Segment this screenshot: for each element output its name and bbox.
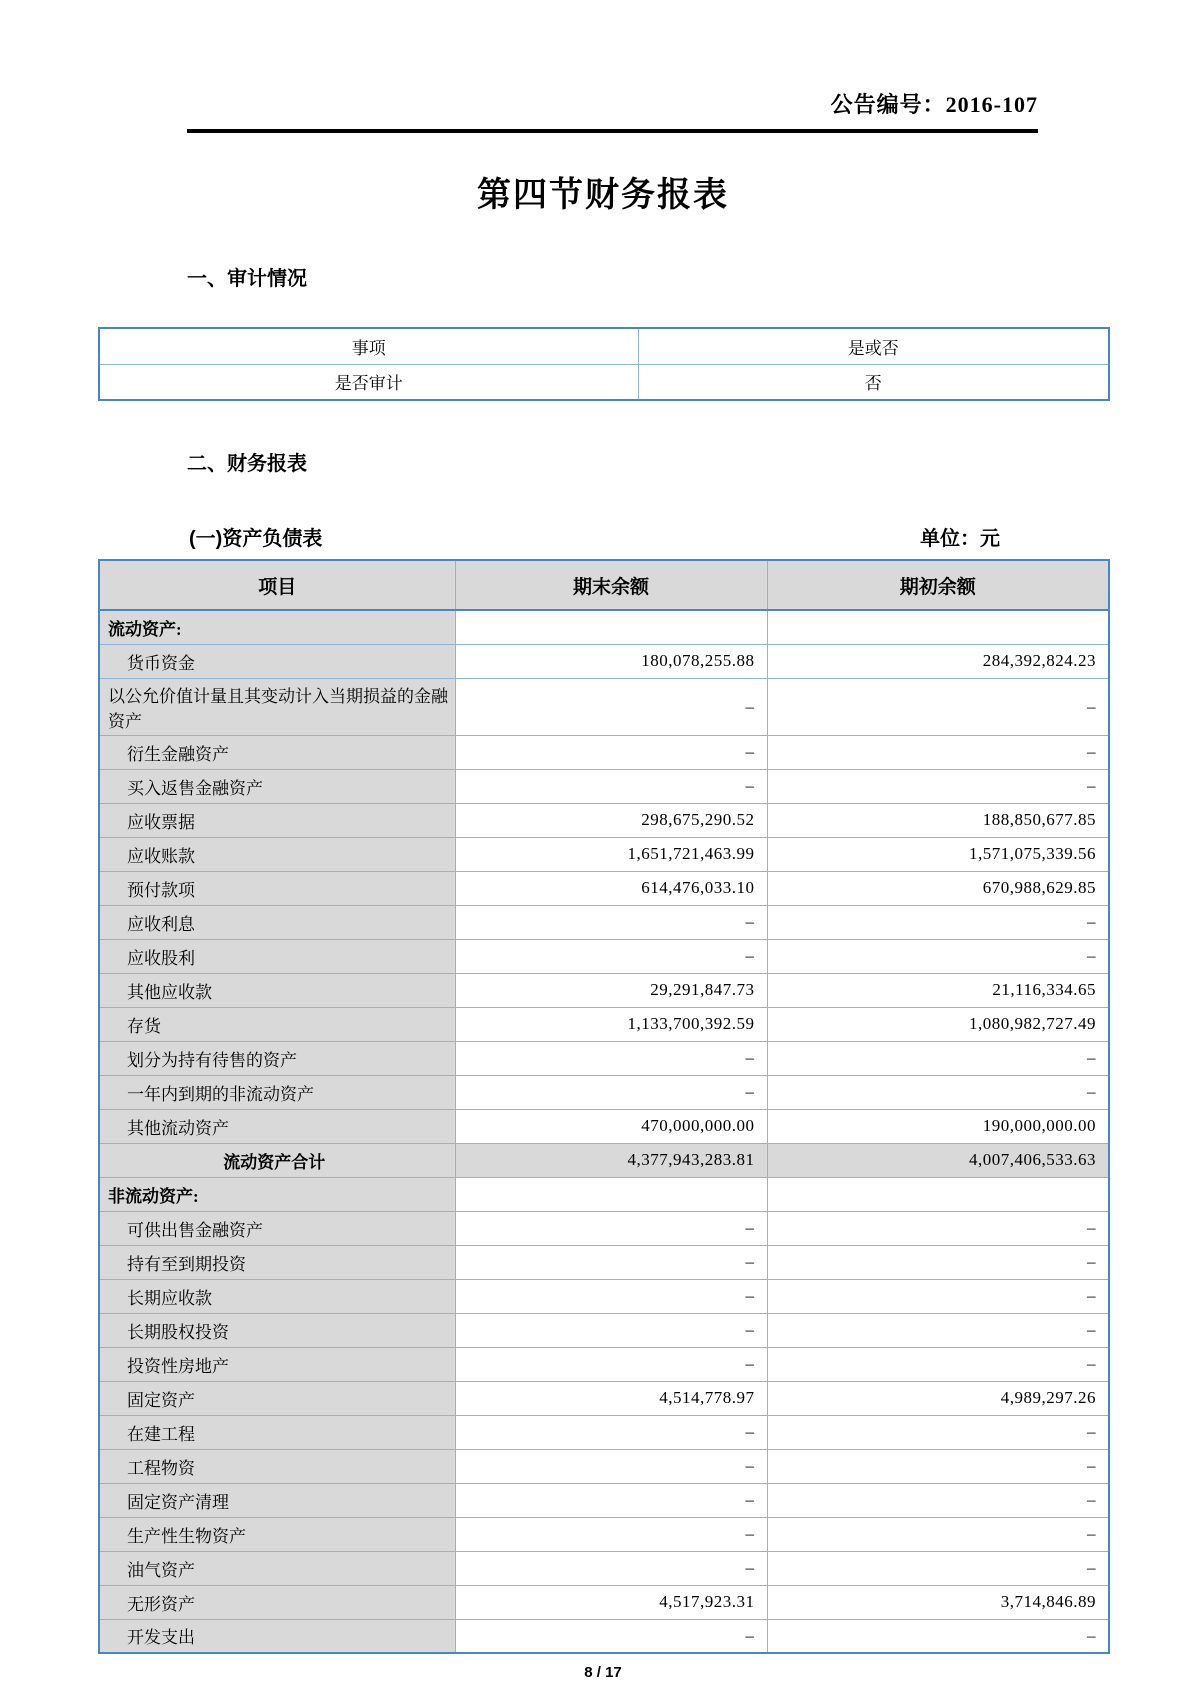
unit-label: 单位：元 — [920, 528, 1000, 550]
audit-table — [98, 327, 1110, 401]
begin-balance-cell: – — [767, 939, 1109, 973]
category-row — [99, 1177, 1109, 1211]
end-balance-cell — [455, 610, 767, 644]
item-label-cell: 持有至到期投资 — [99, 1245, 455, 1279]
balance-sheet-title: (一)资产负债表 — [189, 528, 323, 550]
end-balance-cell: – — [455, 1075, 767, 1109]
begin-balance-cell: – — [767, 905, 1109, 939]
table-row — [99, 1245, 1109, 1279]
table-row — [99, 803, 1109, 837]
begin-balance-cell: 1,080,982,727.49 — [767, 1007, 1109, 1041]
item-label-cell: 长期应收款 — [99, 1279, 455, 1313]
begin-balance-cell: – — [767, 1517, 1109, 1551]
begin-balance-cell: – — [767, 1551, 1109, 1585]
item-label-cell: 货币资金 — [99, 644, 455, 678]
table-row — [99, 678, 1109, 735]
table-row — [99, 328, 1109, 364]
begin-balance-cell — [767, 610, 1109, 644]
begin-balance-cell: – — [767, 1041, 1109, 1075]
item-label-cell: 其他应收款 — [99, 973, 455, 1007]
table-row — [99, 1347, 1109, 1381]
table-row — [99, 973, 1109, 1007]
end-balance-cell: 4,377,943,283.81 — [455, 1143, 767, 1177]
header-ending-balance: 期末余额 — [455, 560, 767, 610]
begin-balance-cell: – — [767, 1619, 1109, 1653]
table-row — [99, 644, 1109, 678]
item-label-cell: 应收利息 — [99, 905, 455, 939]
end-balance-cell: – — [455, 735, 767, 769]
document-title: 第四节财务报表 — [477, 176, 729, 214]
end-balance-cell: – — [455, 769, 767, 803]
end-balance-cell: 470,000,000.00 — [455, 1109, 767, 1143]
end-balance-cell: – — [455, 1211, 767, 1245]
table-row — [99, 1313, 1109, 1347]
begin-balance-cell: 1,571,075,339.56 — [767, 837, 1109, 871]
end-balance-cell: – — [455, 1517, 767, 1551]
balance-sheet-subhead — [98, 522, 1108, 551]
end-balance-cell: – — [455, 1041, 767, 1075]
begin-balance-cell: 670,988,629.85 — [767, 871, 1109, 905]
begin-balance-cell: 190,000,000.00 — [767, 1109, 1109, 1143]
table-row — [99, 1551, 1109, 1585]
table-header-row — [99, 560, 1109, 610]
begin-balance-cell — [767, 1177, 1109, 1211]
header-item: 项目 — [99, 560, 455, 610]
end-balance-cell: 614,476,033.10 — [455, 871, 767, 905]
table-row — [99, 1619, 1109, 1653]
end-balance-cell: – — [455, 678, 767, 735]
item-label-cell: 生产性生物资产 — [99, 1517, 455, 1551]
end-balance-cell: – — [455, 1279, 767, 1313]
table-row — [99, 1041, 1109, 1075]
end-balance-cell: 1,651,721,463.99 — [455, 837, 767, 871]
end-balance-cell: 1,133,700,392.59 — [455, 1007, 767, 1041]
table-row — [99, 1415, 1109, 1449]
item-label-cell: 应收股利 — [99, 939, 455, 973]
item-label-cell: 以公允价值计量且其变动计入当期损益的金融资产 — [99, 678, 455, 735]
begin-balance-cell: – — [767, 735, 1109, 769]
table-row — [99, 939, 1109, 973]
begin-balance-cell: – — [767, 1279, 1109, 1313]
end-balance-cell: – — [455, 1449, 767, 1483]
page-number: 8 / 17 — [584, 1664, 622, 1681]
item-label-cell: 存货 — [99, 1007, 455, 1041]
begin-balance-cell: – — [767, 1415, 1109, 1449]
item-label-cell: 可供出售金融资产 — [99, 1211, 455, 1245]
item-label-cell: 流动资产合计 — [99, 1143, 455, 1177]
end-balance-cell: 29,291,847.73 — [455, 973, 767, 1007]
item-label-cell: 划分为持有待售的资产 — [99, 1041, 455, 1075]
section-heading-audit: 一、审计情况 — [187, 268, 307, 290]
table-row — [99, 1109, 1109, 1143]
item-label-cell: 投资性房地产 — [99, 1347, 455, 1381]
balance-sheet-table — [98, 559, 1110, 1654]
item-label-cell: 买入返售金融资产 — [99, 769, 455, 803]
item-label-cell: 油气资产 — [99, 1551, 455, 1585]
begin-balance-cell: – — [767, 1449, 1109, 1483]
begin-balance-cell: – — [767, 678, 1109, 735]
end-balance-cell: – — [455, 1245, 767, 1279]
end-balance-cell: – — [455, 905, 767, 939]
begin-balance-cell: 4,007,406,533.63 — [767, 1143, 1109, 1177]
end-balance-cell: – — [455, 1551, 767, 1585]
item-label-cell: 应收票据 — [99, 803, 455, 837]
item-label-cell: 应收账款 — [99, 837, 455, 871]
end-balance-cell: 180,078,255.88 — [455, 644, 767, 678]
end-balance-cell: – — [455, 1313, 767, 1347]
audit-header-matter: 事项 — [99, 328, 638, 364]
end-balance-cell: 4,514,778.97 — [455, 1381, 767, 1415]
item-label-cell: 无形资产 — [99, 1585, 455, 1619]
table-row — [99, 1381, 1109, 1415]
table-row — [99, 1211, 1109, 1245]
table-row — [99, 769, 1109, 803]
begin-balance-cell: – — [767, 1347, 1109, 1381]
item-label-cell: 工程物资 — [99, 1449, 455, 1483]
table-row — [99, 364, 1109, 400]
end-balance-cell: 298,675,290.52 — [455, 803, 767, 837]
end-balance-cell: 4,517,923.31 — [455, 1585, 767, 1619]
table-row — [99, 905, 1109, 939]
end-balance-cell: – — [455, 1483, 767, 1517]
begin-balance-cell: – — [767, 1483, 1109, 1517]
item-label-cell: 流动资产: — [99, 610, 455, 644]
table-row — [99, 1517, 1109, 1551]
item-label-cell: 非流动资产: — [99, 1177, 455, 1211]
end-balance-cell: – — [455, 939, 767, 973]
table-row — [99, 1585, 1109, 1619]
begin-balance-cell: 21,116,334.65 — [767, 973, 1109, 1007]
begin-balance-cell: – — [767, 1245, 1109, 1279]
table-row — [99, 1007, 1109, 1041]
item-label-cell: 一年内到期的非流动资产 — [99, 1075, 455, 1109]
audit-question-cell: 是否审计 — [99, 364, 638, 400]
begin-balance-cell: 284,392,824.23 — [767, 644, 1109, 678]
item-label-cell: 其他流动资产 — [99, 1109, 455, 1143]
item-label-cell: 衍生金融资产 — [99, 735, 455, 769]
begin-balance-cell: 4,989,297.26 — [767, 1381, 1109, 1415]
total-row — [99, 1143, 1109, 1177]
item-label-cell: 长期股权投资 — [99, 1313, 455, 1347]
announcement-number: 公告编号：2016-107 — [830, 92, 1038, 117]
header-beginning-balance: 期初余额 — [767, 560, 1109, 610]
begin-balance-cell: – — [767, 769, 1109, 803]
table-row — [99, 1449, 1109, 1483]
end-balance-cell: – — [455, 1415, 767, 1449]
end-balance-cell: – — [455, 1619, 767, 1653]
item-label-cell: 开发支出 — [99, 1619, 455, 1653]
table-row — [99, 1075, 1109, 1109]
item-label-cell: 固定资产 — [99, 1381, 455, 1415]
audit-header-yesno: 是或否 — [638, 328, 1109, 364]
balance-sheet-body — [99, 610, 1109, 1653]
begin-balance-cell: – — [767, 1075, 1109, 1109]
page-header — [187, 0, 1038, 133]
table-row — [99, 837, 1109, 871]
item-label-cell: 在建工程 — [99, 1415, 455, 1449]
begin-balance-cell: – — [767, 1313, 1109, 1347]
table-row — [99, 871, 1109, 905]
end-balance-cell: – — [455, 1347, 767, 1381]
end-balance-cell — [455, 1177, 767, 1211]
begin-balance-cell: – — [767, 1211, 1109, 1245]
section-heading-financial: 二、财务报表 — [187, 453, 307, 475]
begin-balance-cell: 3,714,846.89 — [767, 1585, 1109, 1619]
table-row — [99, 1483, 1109, 1517]
table-row — [99, 735, 1109, 769]
begin-balance-cell: 188,850,677.85 — [767, 803, 1109, 837]
audit-answer-cell: 否 — [638, 364, 1109, 400]
item-label-cell: 固定资产清理 — [99, 1483, 455, 1517]
category-row — [99, 610, 1109, 644]
item-label-cell: 预付款项 — [99, 871, 455, 905]
table-row — [99, 1279, 1109, 1313]
